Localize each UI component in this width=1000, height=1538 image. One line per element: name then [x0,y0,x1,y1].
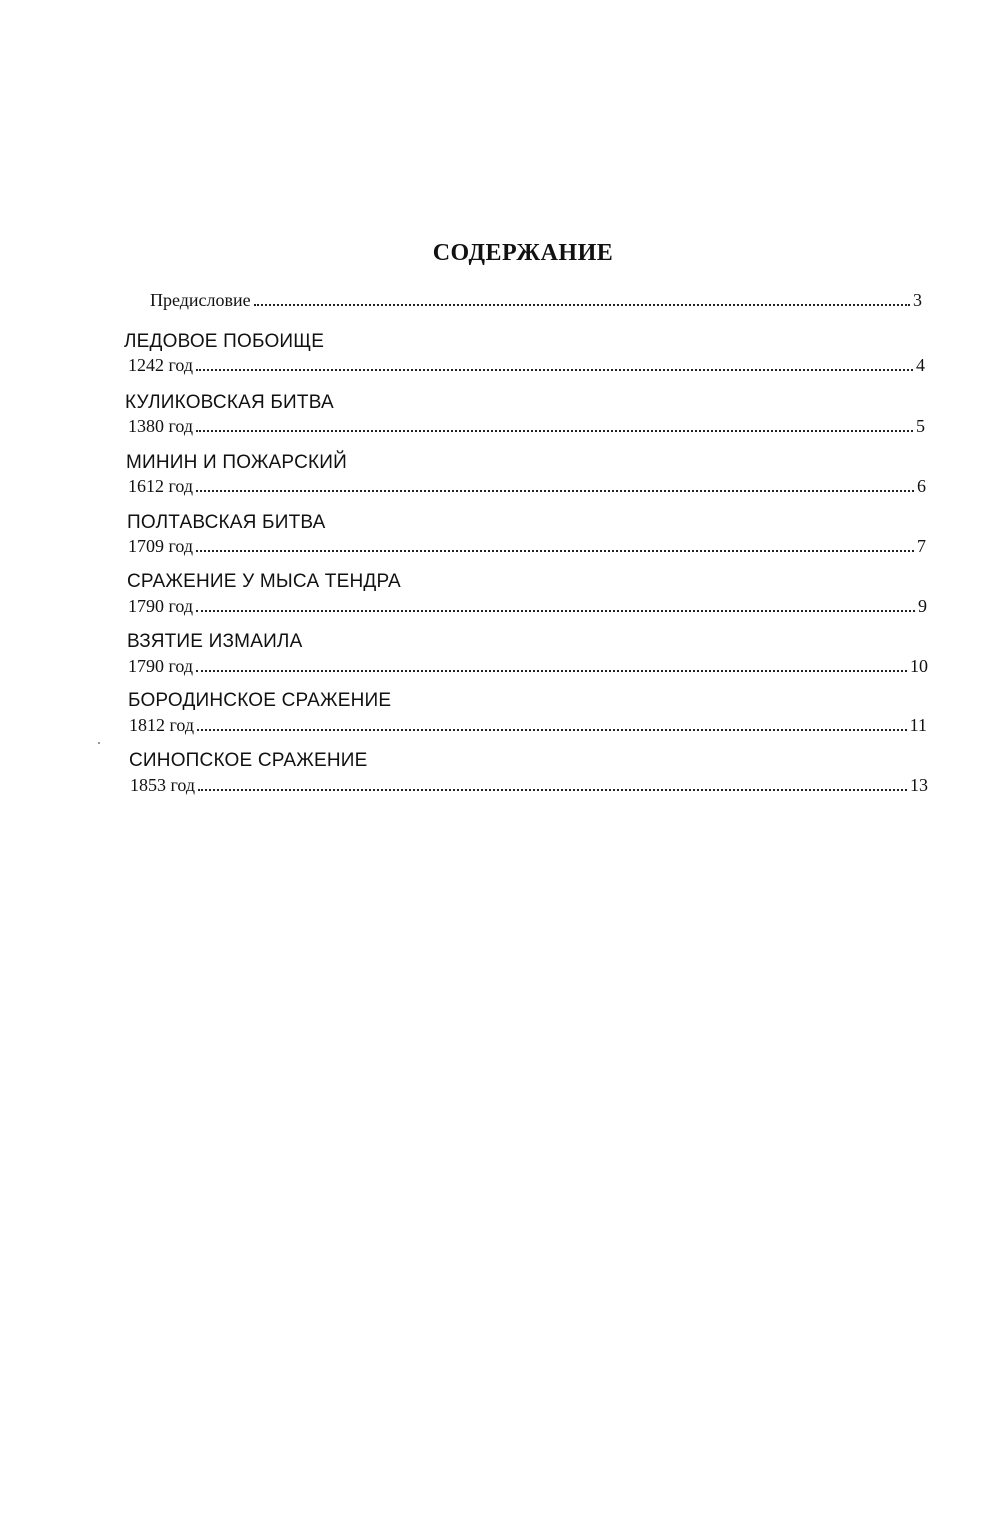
dot-leader [196,610,915,612]
toc-preface-label: Предисловие [150,290,251,310]
toc-entry-year: 1790 год [128,656,194,676]
dot-leader [196,430,913,432]
toc-entry-heading: СРАЖЕНИЕ У МЫСА ТЕНДРА [127,571,401,592]
toc-entry-year: 1380 год [128,416,194,436]
toc-preface-page: 3 [913,290,922,310]
toc-entry-heading: ЛЕДОВОЕ ПОБОИЩЕ [124,331,325,352]
dot-leader [196,490,914,492]
toc-title: СОДЕРЖАНИЕ [432,240,614,266]
toc-entry-page: 6 [917,476,926,496]
toc-entry-page: 4 [916,355,925,375]
toc-entry-line[interactable] [128,416,925,437]
toc-entry-line[interactable] [128,355,925,376]
toc-entry-heading: СИНОПСКОЕ СРАЖЕНИЕ [129,750,368,771]
dot-leader [196,670,907,672]
toc-entry-year: 1709 год [128,536,194,556]
toc-entry-page: 7 [917,536,926,556]
toc-entry-line[interactable] [128,656,928,677]
dot-leader [254,304,910,306]
toc-entry-line[interactable] [128,476,926,497]
toc-entry-page: 13 [910,775,928,795]
dot-leader [198,789,907,791]
toc-entry-line[interactable] [130,775,928,796]
toc-entry-line[interactable] [128,536,926,557]
dot-leader [196,550,914,552]
toc-entry-heading: ПОЛТАВСКАЯ БИТВА [127,512,326,533]
toc-entry-year: 1790 год [128,596,194,616]
toc-entry-heading: ВЗЯТИЕ ИЗМАИЛА [127,631,303,652]
dot-leader [196,369,913,371]
toc-entry-year: 1242 год [128,355,194,375]
toc-entry-line[interactable] [129,715,927,736]
scan-speck [98,742,100,744]
toc-entry-page: 9 [918,596,927,616]
toc-entry-line[interactable] [128,596,927,617]
toc-entry-year: 1612 год [128,476,194,496]
toc-entry-heading: БОРОДИНСКОЕ СРАЖЕНИЕ [128,690,392,711]
toc-entry-heading: МИНИН И ПОЖАРСКИЙ [126,452,347,473]
toc-entry-page: 11 [909,715,927,735]
toc-entry-year: 1853 год [130,775,196,795]
dot-leader [197,729,907,731]
toc-preface-line[interactable] [150,290,922,311]
toc-entry-page: 5 [916,416,925,436]
toc-entry-year: 1812 год [129,715,195,735]
toc-entry-heading: КУЛИКОВСКАЯ БИТВА [125,392,334,413]
toc-entry-page: 10 [910,656,928,676]
